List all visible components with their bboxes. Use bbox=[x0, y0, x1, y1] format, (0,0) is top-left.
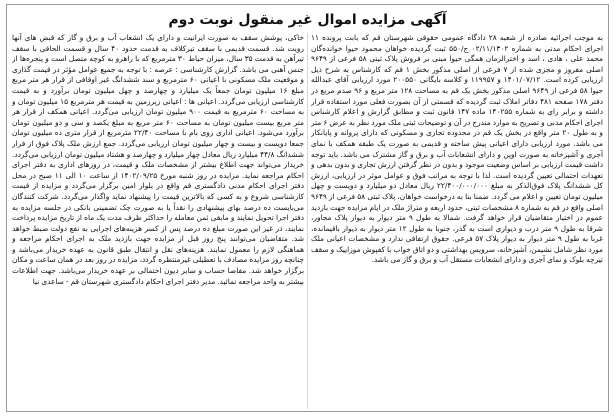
notice-body-left: خاکی، پوشش سقف به صورت ایرانیت و دارای یک انشعاب آب و برق و گاز که قبض های آنها رویت شد. قسمت قدیمی با سقف تیرکلاف به قدمت حدود ۴۰ سال و قسمت الحاقی با سقف تیرآهن به قدمت ۳۵ سال، میزان حیاط ۳۰ مترمربع که با راهرو به کوچه متصل است و پنجره‌ها از جنس آهنی می باشد. گزارش کارشناسی : عرصه : با توجه به جمیع عوامل مؤثر در قیمت گذاری و موقعیت ملک مسکونی با اعیانی ۶۰ مترمربع و سند ششدانگ غیر اوقافی از قرار هر متر مربع مبلغ ۱۶ میلیون تومان جمعاً یک میلیارد و چهارصد و چهل میلیون تومان برآورد و به قیمت کارشناسی ارزیابی می‌گردد. اعیانی ها : اعیانی زیرزمین به قیمت هر مترمربع ۱۵ میلیون تومان و به مساحت ۶۰ مترمربع به قیمت ۹۰۰ میلیون تومان ارزیابی می‌گردد. اعیانی همکف از قرار هر متر مربع بیست میلیون تومان به مساحت ۶۰ متر مربع به مبلغ یکصد و سی و دو میلیون تومان برآورد می‌شود. اعیانی اداری روی بام با مساحت ۲۲/۴۰ مترمربع از قرار متری ده میلیون تومان جمعا دویست و بیست و چهار میلیون تومان ارزیابی می‌گردد. جمع ارزش ملک پلاک فوق از قرار ششدانگ ۴۴/۸ میلیارد ریال معادل چهار میلیارد و چهارصد و هشتاد میلیون تومان ارزیابی می‌گردد. خریدار می‌تواند جهت اطلاع بیشتر از مشخصات ملک و قیمت، در روزهای اداری به دفتر اجرای احکام مراجعه نماید. مزایده در روز شنبه مورخ ۱۴۰۲/۰۹/۲۵ از ساعت ۱۰ الی ۱۱ صبح در محل دفتر اجرای احکام مدنی دادگستری قم واقع در بلوار امین برگزار می‌گردد و مزایده از قیمت کارشناسی شروع و به کسی که بالاترین قیمت را پیشنهاد نماید واگذار می‌گردد. شرکت کنندگان می‌بایست ده درصد بهای پیشنهادی را نقداً یا به صورت چک تضمینی بانکی در جلسه مزایده به دفتر اجرا تحویل نمایند و مابقی ثمن معامله را حداکثر ظرف مدت یک ماه از تاریخ مزایده پرداخت نمایند، در غیر این صورت مبلغ ده درصد پس از کسر هزینه‌های اجرایی به نفع دولت ضبط خواهد شد. متقاضیان می‌توانند پنج روز قبل از مزایده جهت بازدید ملک به اجرای احکام مراجعه و هماهنگی لازم را معمول نمایند. هزینه‌های نقل و انتقال طبق قانون به عهده خریدار می‌باشد و چنانچه روز مزایده مصادف با تعطیلی غیرمنتظره گردد، مزایده در روز بعد در همان ساعت و مکان برگزار خواهد شد. مفاصا حساب و سایر دیون احتمالی بر عهده خریدار می‌باشد. جهت اطلاعات بیشتر به واحد مراجعه نمائید. مدیر دفتر اجرای احکام دادگستری شهرستان قم - ساعدی نیا bbox=[12, 33, 304, 286]
notice-column-right bbox=[311, 33, 603, 409]
notice-body-right: به موجب اجرائیه صادره از شعبه ۲۸ دادگاه عمومی حقوقی شهرستان قم که بابت پرونده ۱۱ اجرای احکام مدنی به شماره ۰۲/۱۱/۱۳۰۲ ج/۵۵۰ ثبت گردیده خواهان محمود حیوا خوانده‌گان محمد علی ، هادی ، اسد و اخترالزمان همگی حیوا مبنی بر فروش پلاک ثبتی ۵۸ فرعی از ۹۶۴۹ اصلی مفروز و مجزی شده از ۷ فرعی از اصلی مذکور بخش ۱ قم که کارشناس به شرح ذیل ارزیابی کرده است. ۱۴۰۱/۰۷/۱۲ و ۱۱۹۹۵۷ و کلاسه بایگانی ۲۰۰۵۵۰ مورد ارزیابی آقای عبدالله حیوا ۵۸ فرعی از ۹۶۴۹ اصلی مذکور بخش یک قم به مساحت ۱۲۸ متر مربع و ۹۶ صدم مربع در دفتر ۱۷۸ صفحه ۴۸۱ دفاتر املاک ثبت گردیده که قسمتی از آن بصورت فعلی مورد استفاده قرار داشته و برابر رای به شماره ۱۴۰۲۵۵ ماده ۱۴۷ قانون ثبت و مطابق گزارش و اعلام کارشناس اجرای احکام مدنی و تصریح به موارد مندرج در آن و توضیحات ثبتی ملک مورد نظر به عرض ۶ متر و به طول ۲۰ متر واقع در بخش یک قم در محدوده تجاری و مسکونی که دارای پروانه و پایانکار می باشد. مورد ارزیابی دارای اعیانی پیش ساخته و قدیمی به صورت یک طبقه همکف با نمای آجری و آشپزخانه به صورت اوپن و دارای انشعابات آب و برق و گاز مشترک می باشد. باید توجه داشت قیمت ارزیابی بر اساس وضعیت موجود و بدون در نظر گرفتن ارزش تجاری و بدون بدهی و تعهدات احتمالی تعیین گردیده است. لذا با توجه به مراتب فوق و عوامل موثر در ارزیابی، ارزش کل ششدانگ پلاک فوق‌الذکر به مبلغ ۲۲/۴۰۰/۰۰۰/۰۰۰ ریال معادل دو میلیارد و دویست و چهل میلیون تومان تعیین و اعلام می گردد. ضمنا بنا به درخواست خواهان، پلاک ثبتی ۵۸ فرعی از ۹۶۴۹ اصلی واقع در قم به شماره ۸ مشخصات ثبتی، حدود اربعه و متراژ ملک در ایام مزایده جهت بازدید عموم در اختیار متقاضیان قرار خواهد گرفت. شمالا به طول ۹ متر دیوار به دیوار پلاک مجاور، شرقا به طول ۹ متر درب و دیواری است به گذر، جنوبا به طول ۱۲ متر دیوار به دیوار باقیمانده، غربا به طول ۹ متر دیوار به دیوار پلاک ۵۷ فرعی. حقوق ارتفاقی ندارد و مشخصات اعیانی ملک مورد نظر شامل نشیمن، آشپزخانه، سرویس بهداشتی و دو اتاق خواب با کفپوش موزاییک و سقف تیرچه بلوک و نمای آجری و دارای انشعابات مستقل آب و برق و گاز می باشد. bbox=[311, 33, 603, 265]
legal-notice bbox=[6, 4, 609, 412]
notice-columns bbox=[7, 33, 608, 409]
notice-title: آگهی مزایده اموال غیر منقول نوبت دوم bbox=[168, 12, 447, 28]
notice-column-left bbox=[12, 33, 304, 409]
column-divider bbox=[307, 33, 308, 409]
